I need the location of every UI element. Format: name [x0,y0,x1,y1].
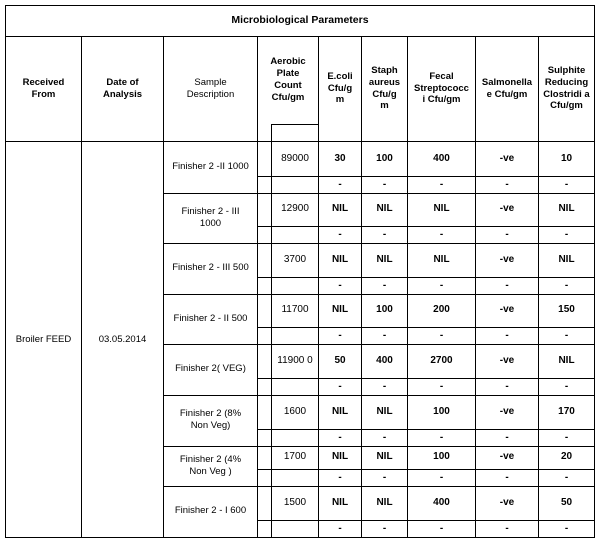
ecoli-dash: - [338,522,342,534]
fecal-value: 200 [433,304,450,316]
ecoli-value: 30 [334,152,346,164]
sulphite-dash: - [564,228,569,240]
salmonella-value: -ve [499,203,515,215]
sample-description-cell: Finisher 2 - III 1000 [181,205,240,229]
salmonella-value: -ve [499,496,515,508]
ecoli-value: 50 [334,354,346,366]
apc-value: 1700 [283,451,307,463]
fecal-value: 400 [433,496,450,508]
header-aerobic-plate-count: Aerobic Plate Count Cfu/gm [270,56,306,103]
sulphite-value: 20 [560,451,573,463]
apc-value: 1500 [283,496,307,508]
sulphite-dash: - [564,471,569,483]
sulphite-value: NIL [558,354,575,366]
staph-dash: - [382,380,387,392]
ecoli-value: NIL [331,253,349,265]
salmonella-value: -ve [499,304,515,316]
ecoli-dash: - [338,178,342,190]
fecal-value: 100 [433,405,450,417]
header-sulphite-reducing-clostridia: Sulphite Reducing Clostridi a Cfu/gm [543,64,590,112]
ecoli-value: NIL [331,496,349,508]
salmonella-dash: - [505,279,509,291]
header-salmonellae: Salmonella e Cfu/gm [481,76,533,100]
sample-description-cell: Finisher 2 - I 600 [174,505,247,517]
staph-dash: - [382,431,387,443]
salmonella-dash: - [505,228,509,240]
fecal-dash: - [439,279,444,291]
ecoli-value: NIL [331,451,349,463]
sulphite-value: 150 [558,304,575,316]
staph-value: NIL [376,405,393,417]
apc-value: 11700 [281,304,309,316]
ecoli-value: NIL [331,203,349,215]
salmonella-dash: - [505,178,509,190]
ecoli-dash: - [338,380,342,392]
fecal-value: NIL [433,203,450,215]
ecoli-dash: - [338,329,342,341]
sulphite-value: 170 [558,405,575,417]
staph-dash: - [382,471,387,483]
staph-value: NIL [376,496,393,508]
fecal-value: NIL [433,253,450,265]
header-sample-description: Sample Description [186,76,235,100]
sulphite-dash: - [564,522,569,534]
staph-dash: - [382,228,387,240]
sulphite-value: 10 [560,152,573,164]
fecal-dash: - [439,178,444,190]
sulphite-value: NIL [558,253,575,265]
sulphite-value: NIL [558,203,575,215]
fecal-value: 2700 [430,354,453,366]
staph-value: 100 [376,152,393,164]
staph-value: 400 [376,354,393,366]
salmonella-value: -ve [499,405,515,417]
sulphite-dash: - [564,178,569,190]
ecoli-value: NIL [331,304,349,316]
fecal-dash: - [439,380,444,392]
sample-description-cell: Finisher 2 - II 500 [173,312,248,324]
salmonella-dash: - [505,380,509,392]
apc-value: 3700 [283,253,307,265]
apc-value: 11900 0 [277,354,313,366]
salmonella-value: -ve [499,354,515,366]
salmonella-value: -ve [499,253,515,265]
sulphite-value: 50 [560,496,573,508]
apc-value: 12900 [281,203,309,215]
staph-dash: - [382,178,387,190]
salmonella-value: -ve [499,451,515,463]
ecoli-value: NIL [331,405,349,417]
fecal-dash: - [439,471,444,483]
date-of-analysis-value: 03.05.2014 [98,333,147,345]
ecoli-dash: - [338,471,342,483]
salmonella-dash: - [505,329,509,341]
apc-subheader-divider [271,124,272,141]
staph-value: NIL [376,203,393,215]
fecal-value: 400 [433,152,450,164]
sample-description-cell: Finisher 2 (4% Non Veg ) [179,453,242,477]
sample-description-cell: Finisher 2( VEG) [175,363,246,375]
sample-description-cell: Finisher 2 -II 1000 [172,161,249,173]
header-date-of-analysis: Date of Analysis [102,76,143,100]
salmonella-dash: - [505,471,509,483]
apc-value: 89000 [281,152,309,164]
ecoli-dash: - [338,279,342,291]
fecal-dash: - [439,431,444,443]
staph-value: NIL [376,451,393,463]
fecal-dash: - [439,228,444,240]
sample-description-cell: Finisher 2 - III 500 [172,262,249,274]
fecal-value: 100 [433,451,450,463]
ecoli-dash: - [338,431,342,443]
staph-dash: - [382,522,387,534]
salmonella-dash: - [505,522,509,534]
staph-value: NIL [376,253,393,265]
apc-value: 1600 [283,405,307,417]
received-from-value: Broiler FEED [15,333,72,345]
ecoli-dash: - [338,228,342,240]
sulphite-dash: - [564,431,569,443]
header-received-from: Received From [22,76,65,100]
sulphite-dash: - [564,380,569,392]
salmonella-value: -ve [499,152,515,164]
sulphite-dash: - [564,279,569,291]
sample-description-cell: Finisher 2 (8% Non Veg) [179,408,242,431]
salmonella-dash: - [505,431,509,443]
apc-subheader-line [271,124,319,125]
staph-value: 100 [376,304,393,316]
header-ecoli: E.coli Cfu/g m [327,70,353,106]
header-fecal-streptococci: Fecal Streptococc i Cfu/gm [414,70,469,106]
sulphite-dash: - [564,329,569,341]
fecal-dash: - [439,522,444,534]
staph-dash: - [382,329,387,341]
fecal-dash: - [439,329,444,341]
table-title: Microbiological Parameters [231,13,369,26]
staph-dash: - [382,279,387,291]
header-staph-aureus: Staph aureus Cfu/g m [368,64,401,112]
